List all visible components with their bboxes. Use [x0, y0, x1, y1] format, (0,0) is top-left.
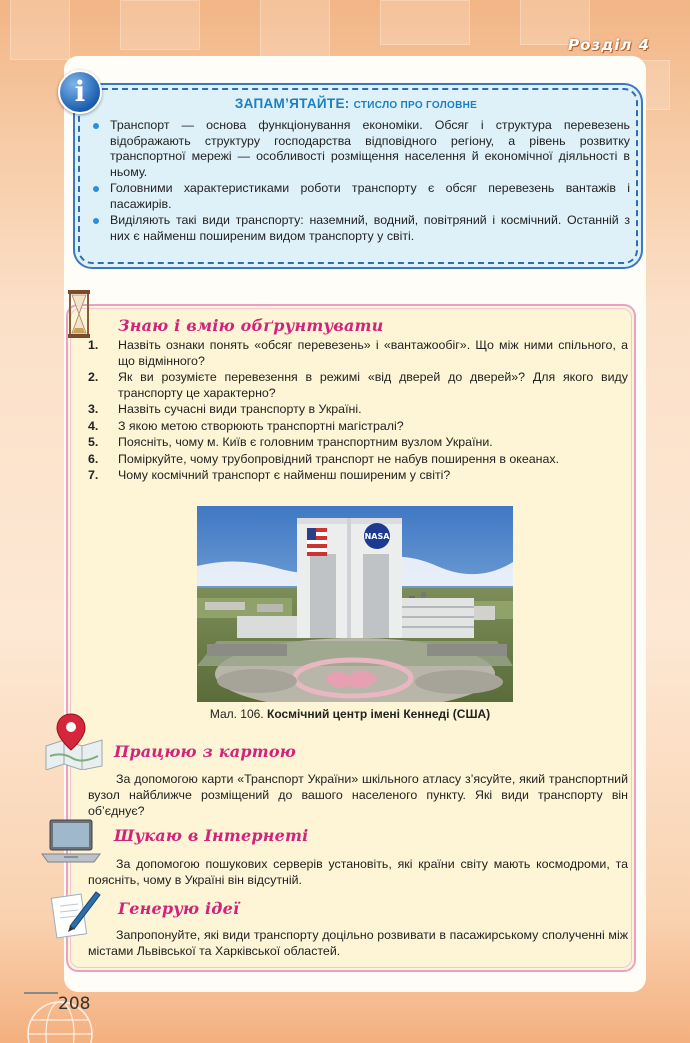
question-number: 6. — [88, 451, 99, 466]
question-text: Як ви розумієте перевезення в режимі «від дверей до дверей»? Для якого виду транспорту це характерно? — [118, 370, 628, 400]
idea-task-text: Запропонуйте, які види транспорту доцільно розвивати в пасажирському сполученні між містами Львівської та Харківської областей. — [88, 928, 628, 958]
idea-task-heading: Генерую ідеї — [118, 899, 240, 918]
map-task-text: За допомогою карти «Транспорт України» шкільного атласу з’ясуйте, який транспортний вузол найближче розміщений до вашого населеного пункту. Які види транспорту він об’єднує? — [88, 772, 628, 818]
question-item — [88, 435, 628, 451]
remember-title — [96, 96, 616, 111]
kennedy-space-center-photo — [197, 506, 513, 702]
hourglass-icon — [66, 290, 92, 338]
list-item: Головними характеристиками роботи транспорту є обсяг перевезень вантажів і пасажирів. — [90, 181, 630, 212]
question-number: 7. — [88, 468, 99, 482]
question-item — [88, 419, 628, 435]
questions-list — [88, 338, 628, 485]
question-text: З якою метою створюють транспортні магістралі? — [118, 418, 404, 433]
question-text: Назвіть ознаки понять «обсяг перевезень» і «вантажообіг». Що між ними спільного, а що відмінного? — [118, 338, 628, 368]
question-text: Чому космічний транспорт є найменш поширеним у світі? — [118, 468, 451, 482]
question-number: 3. — [88, 402, 99, 416]
map-pin-icon — [42, 712, 106, 770]
question-text: Поміркуйте, чому трубопровідний транспорт не набув поширення в океанах. — [118, 451, 560, 466]
section-tag: Розділ 4 — [568, 36, 650, 54]
question-text: Поясніть, чому м. Київ є головним транспортним вузлом України. — [118, 435, 493, 449]
page-number: 208 — [58, 994, 91, 1014]
question-text: Назвіть сучасні види транспорту в Україні. — [118, 402, 362, 416]
figure-caption-prefix: Мал. 106. — [209, 707, 264, 721]
know-heading: Знаю і вмію обґрунтувати — [118, 316, 384, 335]
question-item — [88, 338, 628, 369]
internet-task-heading: Шукаю в Інтернеті — [114, 826, 309, 845]
question-item — [88, 468, 628, 484]
question-item — [88, 452, 628, 468]
nasa-logo-text: NASA — [364, 532, 390, 541]
internet-task-text: За допомогою пошукових серверів установіть, які країни світу мають космодроми, та поясніть, чому в Україні він відсутній. — [88, 857, 628, 887]
question-number: 2. — [88, 370, 99, 384]
question-number: 4. — [88, 418, 99, 433]
figure-caption — [100, 707, 600, 721]
remember-title-main: ЗАПАМ’ЯТАЙТЕ: — [234, 96, 350, 111]
figure-caption-title: Космічний центр імені Кеннеді (США) — [267, 707, 491, 721]
list-item: Виділяють такі види транспорту: наземний, водний, повітряний і космічний. Останній з них є найменш поширеним видом транспорту у світі. — [90, 213, 630, 244]
remember-title-sub: СТИСЛО ПРО ГОЛОВНЕ — [353, 100, 478, 111]
question-number: 1. — [88, 338, 99, 352]
question-number: 5. — [88, 435, 99, 449]
remember-list — [90, 118, 630, 245]
question-item — [88, 370, 628, 401]
map-task-heading: Працюю з картою — [114, 742, 296, 761]
question-item — [88, 402, 628, 418]
list-item: Транспорт — основа функціонування економіки. Обсяг і структура перевезень відображають структуру господарства відповідного регіону, а рівень розвитку транспортної мережі — особливості розміщення населення й економічної діяльності в ньому. — [90, 118, 630, 180]
info-icon: i — [58, 70, 102, 114]
